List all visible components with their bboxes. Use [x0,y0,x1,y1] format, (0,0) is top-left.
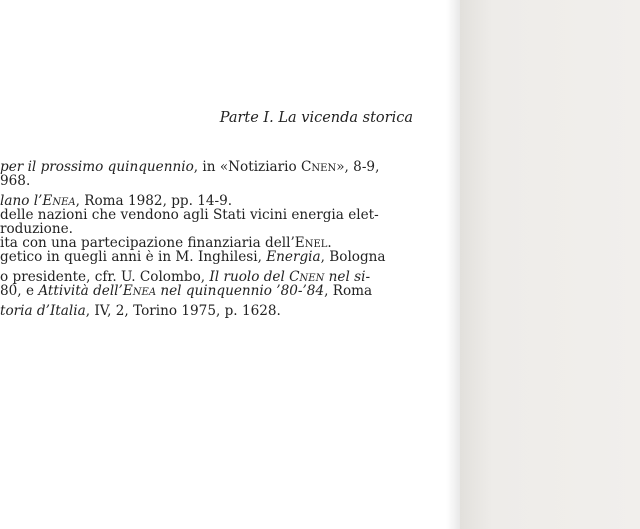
text-run: . [327,236,332,250]
footnote-line [0,284,413,298]
footnote-line [0,208,413,222]
footnote-line [0,160,413,174]
text-run: Enea [122,284,157,298]
footnote-line [0,304,413,318]
footnote-line [0,236,413,250]
text-run: 80, e [0,284,39,298]
text-run: », 8-9, [336,160,380,174]
text-run: toria d’Italia [0,304,86,318]
footnote-line [0,174,413,188]
text-run: o presidente, cfr. U. Colombo, [0,270,210,284]
footnote [0,270,413,298]
footnote [0,160,413,188]
text-run: Cnen [289,270,325,284]
footnote-line [0,250,413,264]
text-run: Energia [266,250,321,264]
footnote [0,194,413,264]
footnote [0,304,413,318]
text-run: getico in quegli anni è in M. Inghilesi, [0,250,267,264]
text-run: delle nazioni che vendono agli Stati vicini energia elet- [0,208,379,222]
text-run: , IV, 2, Torino 1975, p. 1628. [85,304,281,318]
running-head: Parte I. La vicenda storica [219,110,413,126]
text-run: Enea [42,194,76,208]
footnote-line [0,270,413,284]
text-run: Attività dell’ [38,284,123,298]
text-run: lano l’ [0,194,43,208]
text-run: , Roma [324,284,373,298]
text-run: nel quinquennio ’80-’84 [156,284,325,298]
text-run: Cnen [301,160,337,174]
text-run: per il prossimo quinquennio [0,160,194,174]
text-run: Enel [294,236,328,250]
facing-page-surface [460,0,640,529]
footnote-line [0,222,413,236]
text-run: roduzione. [0,222,73,236]
text-run: , Bologna [320,250,386,264]
text-run: nel si- [324,270,371,284]
text-run: , Roma 1982, pp. 14-9. [75,194,233,208]
facing-page [460,0,640,529]
page-gutter-shadow [446,0,460,529]
text-run: , in «Notiziario [193,160,302,174]
text-run: 968. [0,174,31,188]
text-run: Il ruolo del [209,270,290,284]
footnotes [0,160,413,324]
text-run: ita con una partecipazione finanziaria dell’ [0,236,295,250]
footnote-line [0,194,413,208]
